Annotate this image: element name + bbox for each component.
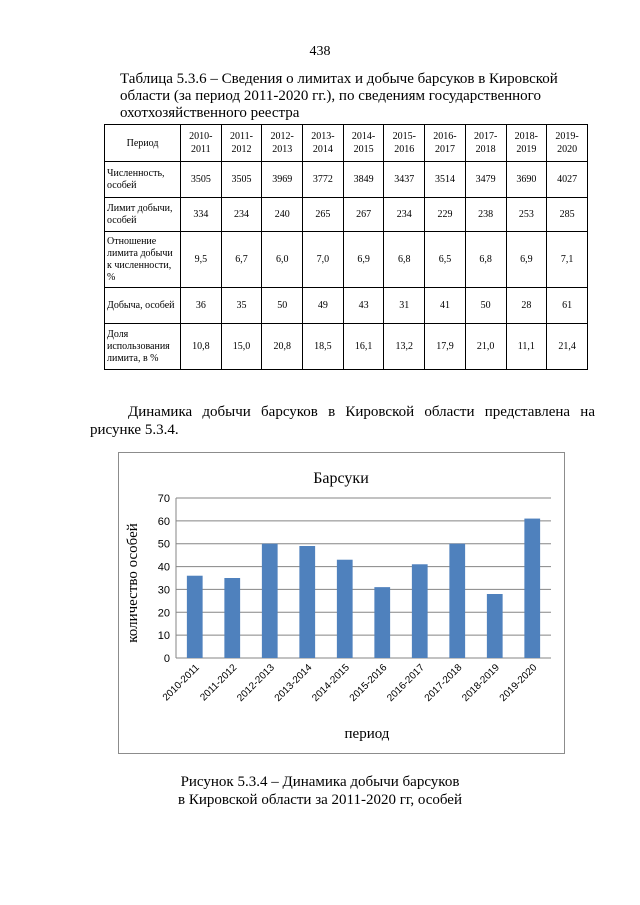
y-tick-label: 40 (157, 561, 170, 574)
x-tick-label: 2010-2011 (160, 662, 202, 704)
x-tick-label: 2018-2019 (460, 662, 502, 704)
bar (224, 578, 240, 658)
table-cell: 6,0 (262, 232, 303, 288)
table-cell: 6,5 (425, 232, 466, 288)
table-cell: 3437 (384, 162, 425, 198)
table-cell: 7,1 (547, 232, 588, 288)
table-cell: 31 (384, 288, 425, 324)
table-cell: 6,9 (343, 232, 384, 288)
x-tick-label: 2013-2014 (272, 662, 315, 704)
header-period: 2012- 2013 (262, 125, 303, 162)
table-cell: 50 (262, 288, 303, 324)
table-cell: 7,0 (303, 232, 344, 288)
body-paragraph: Динамика добычи барсуков в Кировской области представлена на рисунке 5.3.4. (90, 404, 595, 438)
header-period-label: Период (105, 125, 181, 162)
page-number: 438 (309, 44, 331, 59)
y-tick-label: 50 (157, 538, 170, 551)
table-cell: 229 (425, 198, 466, 232)
table-row (105, 324, 588, 370)
header-period: 2016- 2017 (425, 125, 466, 162)
table-cell: 11,1 (506, 324, 547, 370)
header-period: 2010- 2011 (181, 125, 222, 162)
table-cell: 6,9 (506, 232, 547, 288)
bar (262, 544, 278, 658)
bar (412, 564, 428, 658)
table-cell: 3514 (425, 162, 466, 198)
table-cell: 253 (506, 198, 547, 232)
bar (449, 544, 465, 658)
table-cell: 10,8 (181, 324, 222, 370)
x-tick-label: 2017-2018 (422, 662, 465, 704)
figure-caption-line: в Кировской области за 2011-2020 гг, особей (178, 792, 462, 808)
table-cell: 43 (343, 288, 384, 324)
table-cell: 6,8 (465, 232, 506, 288)
y-tick-label: 60 (157, 515, 170, 528)
table-cell: 3772 (303, 162, 344, 198)
table-cell: 61 (547, 288, 588, 324)
x-tick-label: 2019-2020 (497, 662, 540, 704)
header-period: 2018- 2019 (506, 125, 547, 162)
table-cell: 3849 (343, 162, 384, 198)
row-label: Отношение лимита добычи к численности, % (105, 232, 181, 288)
table-row (105, 288, 588, 324)
table-cell: 17,9 (425, 324, 466, 370)
row-label: Доля использования лимита, в % (105, 324, 181, 370)
bar-chart (119, 453, 564, 753)
y-tick-label: 70 (157, 493, 170, 505)
table-cell: 21,4 (547, 324, 588, 370)
table-cell: 16,1 (343, 324, 384, 370)
table-cell: 238 (465, 198, 506, 232)
table-cell: 234 (384, 198, 425, 232)
table-cell: 3969 (262, 162, 303, 198)
table-cell: 36 (181, 288, 222, 324)
x-tick-label: 2014-2015 (310, 662, 352, 704)
table-row (105, 198, 588, 232)
table-cell: 9,5 (181, 232, 222, 288)
y-axis-label: количество особей (125, 523, 141, 643)
table-row (105, 232, 588, 288)
table-cell: 21,0 (465, 324, 506, 370)
table-cell: 3690 (506, 162, 547, 198)
table-cell: 41 (425, 288, 466, 324)
bar (524, 519, 540, 658)
bar (374, 587, 390, 658)
x-tick-label: 2015-2016 (347, 662, 390, 704)
table-cell: 240 (262, 198, 303, 232)
table-cell: 18,5 (303, 324, 344, 370)
y-tick-label: 20 (157, 607, 170, 620)
table-cell: 4027 (547, 162, 588, 198)
header-period: 2017- 2018 (465, 125, 506, 162)
chart-title: Барсуки (313, 470, 369, 487)
table-row (105, 162, 588, 198)
table-cell: 28 (506, 288, 547, 324)
figure-caption (0, 773, 640, 809)
bar (299, 546, 315, 658)
bar (487, 594, 503, 658)
table-header-row (105, 125, 588, 162)
table-cell: 20,8 (262, 324, 303, 370)
table-cell: 3479 (465, 162, 506, 198)
header-period: 2015- 2016 (384, 125, 425, 162)
figure-caption-line: Рисунок 5.3.4 – Динамика добычи барсуков (180, 774, 460, 790)
table-cell: 334 (181, 198, 222, 232)
x-tick-label: 2012-2013 (235, 662, 277, 704)
header-period: 2019- 2020 (547, 125, 588, 162)
chart-frame (118, 452, 565, 754)
table-cell: 6,7 (221, 232, 262, 288)
x-axis-label: период (344, 726, 390, 742)
y-tick-label: 30 (157, 584, 170, 597)
row-label: Добыча, особей (105, 288, 181, 324)
header-period: 2014- 2015 (343, 125, 384, 162)
x-tick-label: 2016-2017 (385, 662, 427, 704)
row-label: Лимит добычи, особей (105, 198, 181, 232)
y-tick-label: 10 (157, 630, 170, 643)
header-period: 2013- 2014 (303, 125, 344, 162)
table-cell: 234 (221, 198, 262, 232)
table-cell: 13,2 (384, 324, 425, 370)
table-caption: Таблица 5.3.6 – Сведения о лимитах и добыче барсуков в Кировской области (за период 2011-2020 гг.), по сведениям государственного охотхозяйственного реестра (120, 71, 558, 121)
table-cell: 35 (221, 288, 262, 324)
table-cell: 3505 (181, 162, 222, 198)
table-cell: 3505 (221, 162, 262, 198)
y-tick-label: 0 (163, 653, 170, 665)
row-label: Численность, особей (105, 162, 181, 198)
bar (187, 576, 203, 658)
table-cell: 285 (547, 198, 588, 232)
table-cell: 6,8 (384, 232, 425, 288)
table-cell: 49 (303, 288, 344, 324)
x-tick-label: 2011-2012 (198, 662, 240, 704)
table-cell: 267 (343, 198, 384, 232)
table-cell: 50 (465, 288, 506, 324)
header-period: 2011- 2012 (221, 125, 262, 162)
data-table (104, 124, 588, 370)
table-cell: 15,0 (221, 324, 262, 370)
bar (337, 560, 353, 658)
table-cell: 265 (303, 198, 344, 232)
